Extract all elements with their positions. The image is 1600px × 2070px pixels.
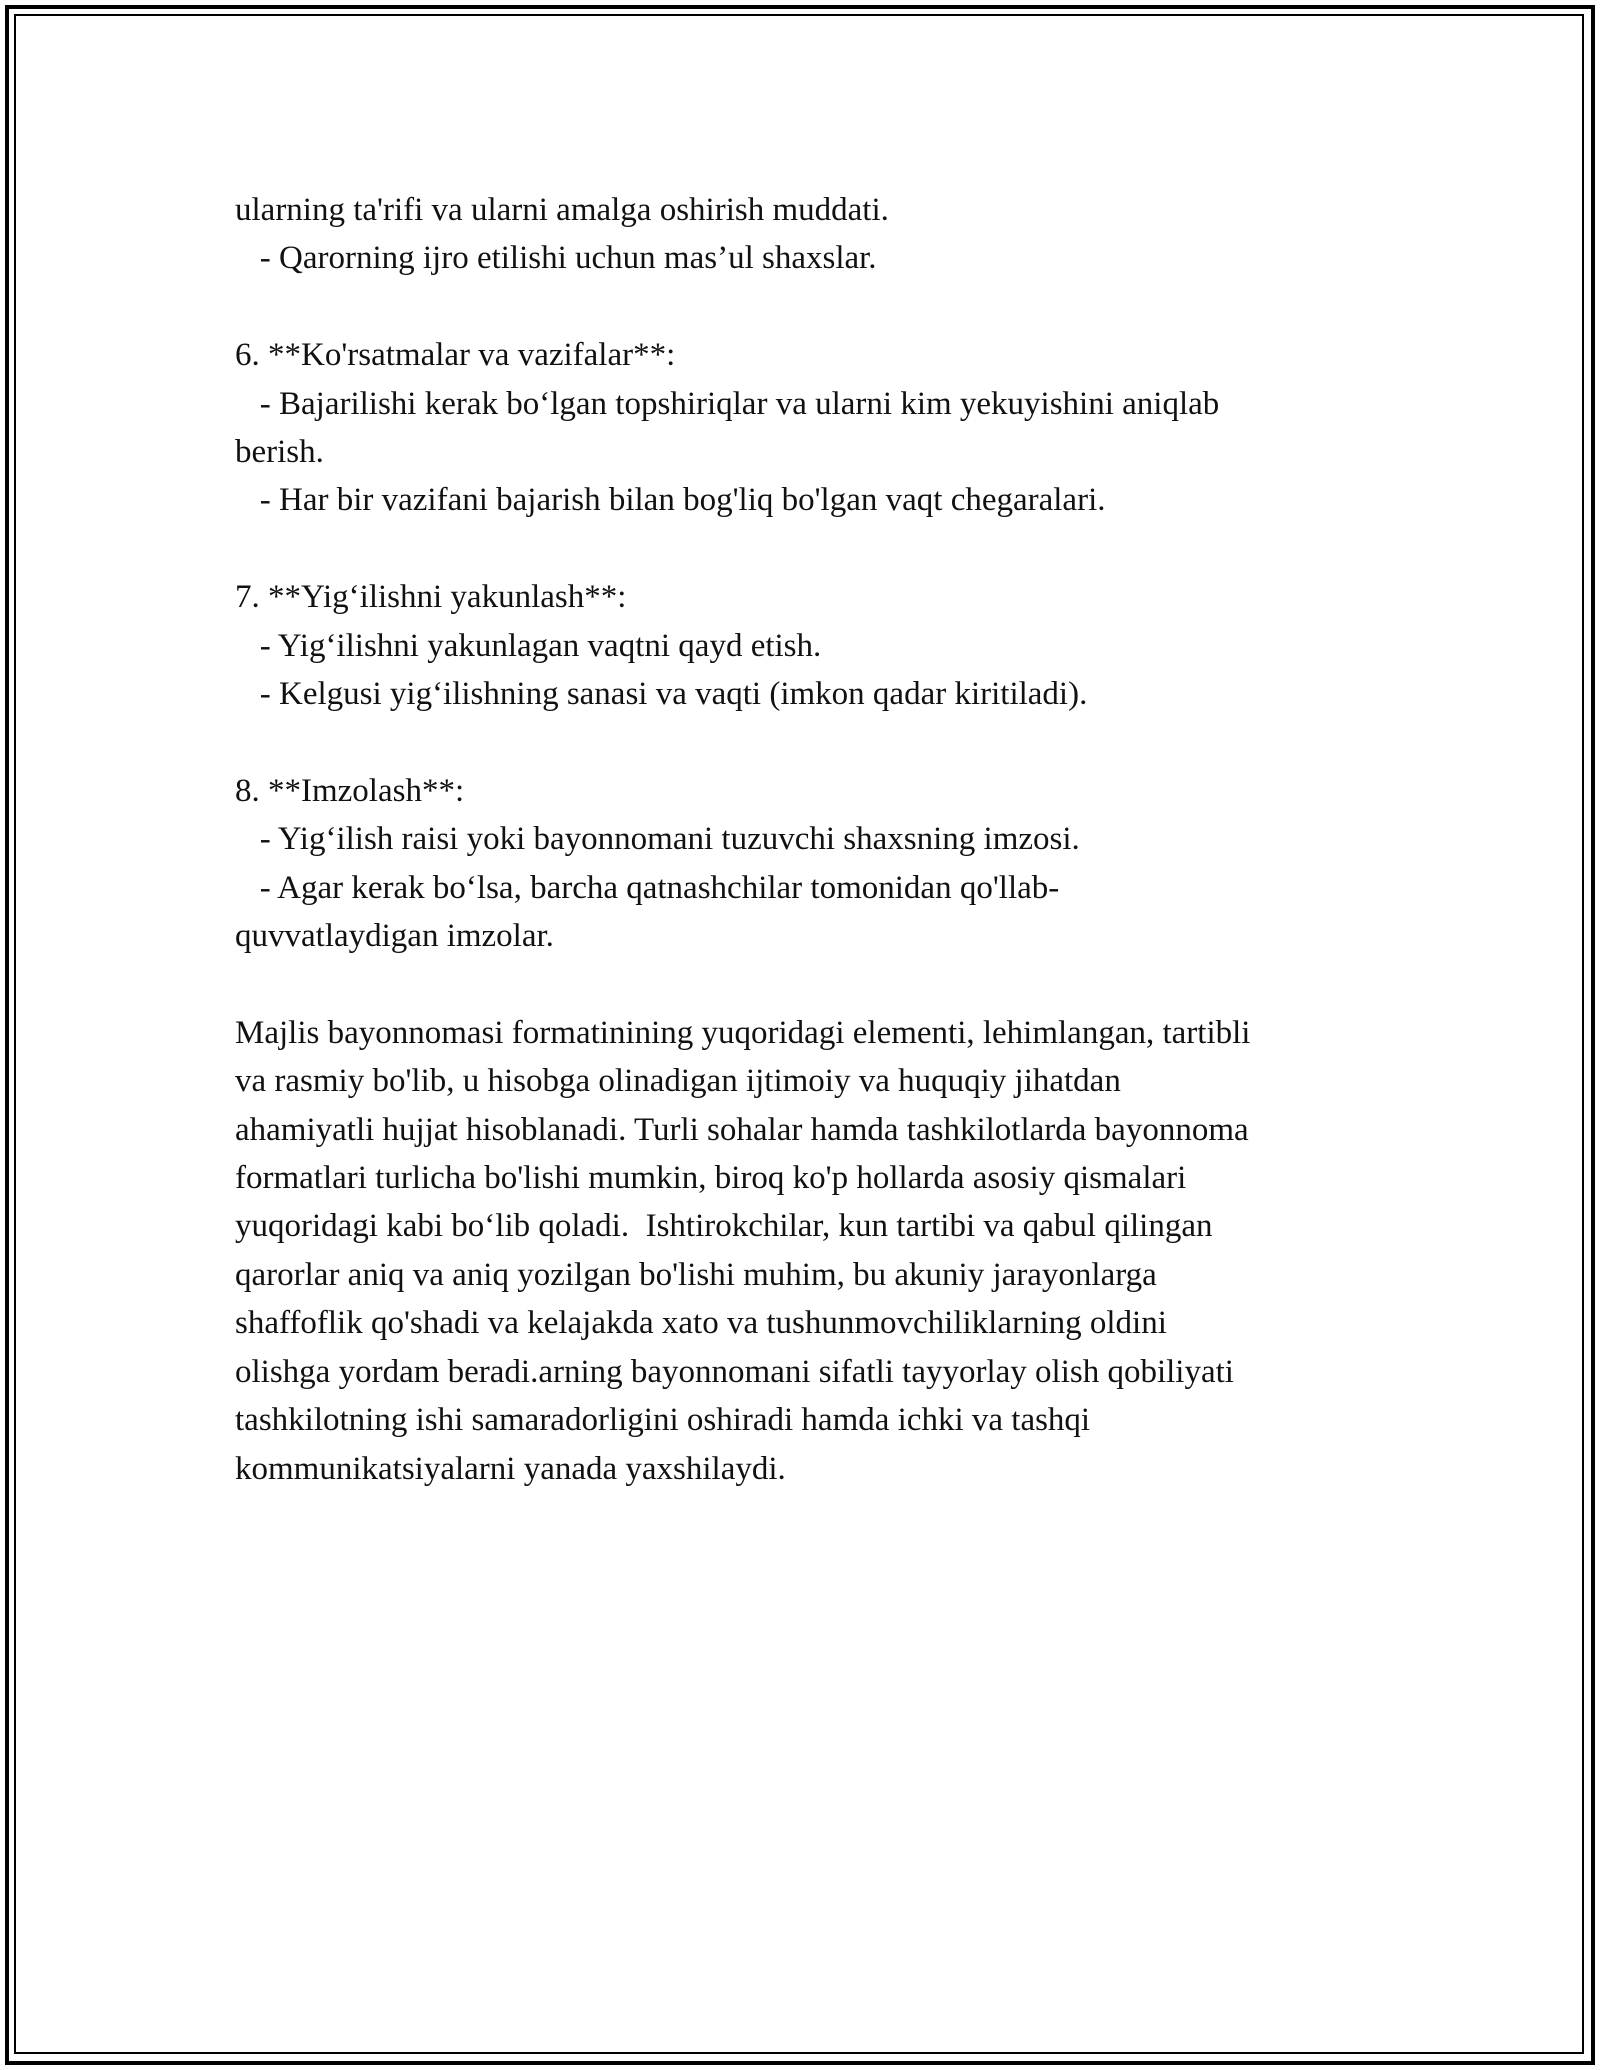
section8-heading: 8. **Imzolash**: (235, 772, 465, 809)
conclusion-line: Majlis bayonnomasi formatinining yuqoridagi elementi, lehimlangan, tartibli (235, 1014, 1251, 1051)
section5-continuation: ularning ta'rifi va ularni amalga oshirish muddati. (235, 192, 889, 228)
section6-bullet1-line2: berish. (235, 434, 324, 471)
document-body (235, 186, 1370, 1493)
section8-bullet2-line1: - Agar kerak bo‘lsa, barcha qatnashchilar tomonidan qo'llab- (235, 869, 1060, 906)
section6-heading: 6. **Ko'rsatmalar va vazifalar**: (235, 337, 676, 374)
conclusion-line: va rasmiy bo'lib, u hisobga olinadigan ijtimoiy va huquqiy jihatdan (235, 1063, 1121, 1100)
blank-line (235, 525, 1370, 573)
conclusion-line: shaffoflik qo'shadi va kelajakda xato va tushunmovchiliklarning oldini (235, 1305, 1167, 1342)
section7-bullet2: - Kelgusi yig‘ilishning sanasi va vaqti (imkon qadar kiritiladi). (235, 676, 1088, 713)
conclusion-paragraph (235, 1009, 1370, 1493)
section8-bullet1: - Yig‘ilish raisi yoki bayonnomani tuzuvchi shaxsning imzosi. (235, 821, 1080, 858)
blank-line (235, 283, 1370, 331)
section6-bullet1-line1: - Bajarilishi kerak bo‘lgan topshiriqlar va ularni kim yekuyishini aniqlab (235, 385, 1220, 422)
blank-line (235, 960, 1370, 1008)
section7-heading: 7. **Yig‘ilishni yakunlash**: (235, 579, 627, 616)
section6-bullet2: - Har bir vazifani bajarish bilan bog'liq bo'lgan vaqt chegaralari. (235, 482, 1106, 519)
conclusion-line: ahamiyatli hujjat hisoblanadi. Turli sohalar hamda tashkilotlarda bayonnoma (235, 1111, 1249, 1148)
conclusion-line: qarorlar aniq va aniq yozilgan bo'lishi muhim, bu akuniy jarayonlarga (235, 1256, 1157, 1293)
section7-bullet1: - Yig‘ilishni yakunlagan vaqtni qayd etish. (235, 627, 822, 664)
blank-line (235, 718, 1370, 766)
section8-bullet2-line2: quvvatlaydigan imzolar. (235, 918, 554, 955)
conclusion-line: olishga yordam beradi.arning bayonnomani sifatli tayyorlay olish qobiliyati (235, 1353, 1234, 1390)
section5-bullet: - Qarorning ijro etilishi uchun mas’ul shaxslar. (235, 240, 877, 277)
conclusion-line: kommunikatsiyalarni yanada yaxshilaydi. (235, 1450, 786, 1487)
conclusion-line: tashkilotning ishi samaradorligini oshiradi hamda ichki va tashqi (235, 1402, 1091, 1439)
conclusion-line: yuqoridagi kabi bo‘lib qoladi. Ishtirokchilar, kun tartibi va qabul qilingan (235, 1208, 1213, 1245)
conclusion-line: formatlari turlicha bo'lishi mumkin, biroq ko'p hollarda asosiy qismalari (235, 1160, 1187, 1197)
